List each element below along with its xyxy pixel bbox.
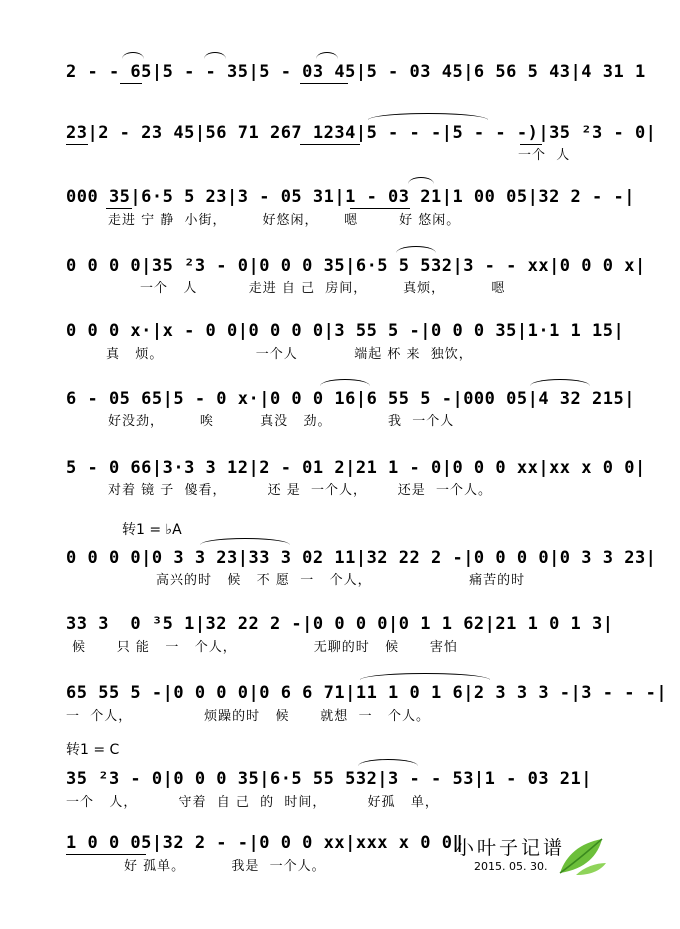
- lyric-line-4: 一个 人 走进 自 己 房间， 真烦， 嗯: [140, 281, 506, 296]
- lyric-line-9: 候 只 能 一 个人， 无聊的时 候 害怕: [72, 640, 458, 655]
- lyric-line-8: 高兴的时 候 不 愿 一 个人， 痛苦的时: [156, 573, 526, 588]
- slur-mark: [122, 52, 144, 59]
- slur-mark: [396, 246, 436, 253]
- notation-line-1: 2 - - 65|5 - - 35|5 - 03 45|5 - 03 45|6 56 5 43|4 31 1: [66, 62, 646, 82]
- slur-mark: [200, 538, 290, 545]
- underline-mark: [350, 208, 410, 209]
- key-change-c: 转1 = C: [66, 742, 120, 758]
- lyric-line-12: 好 孤单。 我是 一个人。: [124, 859, 326, 874]
- underline-mark: [300, 83, 348, 84]
- lyric-line-3: 走进 宁 静 小街， 好悠闲， 嗯 好 悠闲。: [108, 213, 461, 228]
- notation-line-9: 33 3 0 ³5 1|32 22 2 -|0 0 0 0|0 1 1 62|21 1 0 1 3|: [66, 614, 614, 634]
- lyric-line-6: 好没劲， 唉 真没 劲。 我 一个人: [108, 414, 455, 429]
- underline-mark: [106, 208, 132, 209]
- key-change-flat-a: 转1 = ♭A: [122, 522, 182, 538]
- notation-line-5: 0 0 0 x·|x - 0 0|0 0 0 0|3 55 5 -|0 0 0 35|1·1 1 15|: [66, 321, 625, 341]
- slur-mark: [360, 673, 490, 680]
- notation-line-12: 1 0 0 05|32 2 - -|0 0 0 xx|xxx x 0 0‖: [66, 833, 464, 853]
- notation-line-11: 35 ²3 - 0|0 0 0 35|6·5 55 532|3 - - 53|1 - 03 21|: [66, 769, 593, 789]
- underline-mark: [66, 144, 88, 145]
- notation-line-3: 000 35|6·5 5 23|3 - 05 31|1 - 03 21|1 00 05|32 2 - -|: [66, 187, 635, 207]
- notation-line-6: 6 - 05 65|5 - 0 x·|0 0 0 16|6 55 5 -|000 05|4 32 215|: [66, 389, 635, 409]
- underline-mark: [520, 144, 542, 145]
- tie-mark: [368, 113, 488, 120]
- slur-mark: [320, 379, 370, 386]
- underline-mark: [120, 83, 142, 84]
- slur-mark: [204, 52, 226, 59]
- slur-mark: [530, 379, 590, 386]
- lyric-line-7: 对着 镜 子 傻看， 还 是 一个人， 还是 一个人。: [108, 483, 493, 498]
- lyric-line-11: 一个 人， 守着 自 己 的 时间， 好孤 单，: [66, 795, 439, 810]
- lyric-line-2: 一个 人: [518, 148, 571, 163]
- slur-mark: [358, 759, 418, 766]
- notation-line-2: 23|2 - 23 45|56 71 267 1234|5 - - -|5 - - -)|35 ²3 - 0|: [66, 123, 657, 143]
- signature-text: 小叶子记谱: [455, 837, 566, 859]
- notation-line-10: 65 55 5 -|0 0 0 0|0 6 6 71|11 1 0 1 6|2 3 3 3 -|3 - - -|: [66, 683, 668, 703]
- underline-mark: [66, 854, 146, 855]
- notation-line-8: 0 0 0 0|0 3 3 23|33 3 02 11|32 22 2 -|0 0 0 0|0 3 3 23|: [66, 548, 657, 568]
- underline-mark: [300, 144, 360, 145]
- slur-mark: [408, 177, 434, 184]
- lyric-line-10: 一 个人， 烦躁的时 候 就想 一 个人。: [66, 709, 430, 724]
- slur-mark: [316, 52, 338, 59]
- leaf-icon: [556, 833, 608, 877]
- signature-date: 2015. 05. 30.: [474, 860, 548, 873]
- notation-line-4: 0 0 0 0|35 ²3 - 0|0 0 0 35|6·5 5 532|3 - - xx|0 0 0 x|: [66, 256, 646, 276]
- notation-line-7: 5 - 0 66|3·3 3 12|2 - 01 2|21 1 - 0|0 0 0 xx|xx x 0 0|: [66, 458, 646, 478]
- lyric-line-5: 真 烦。 一个人 端起 杯 来 独饮，: [106, 347, 473, 362]
